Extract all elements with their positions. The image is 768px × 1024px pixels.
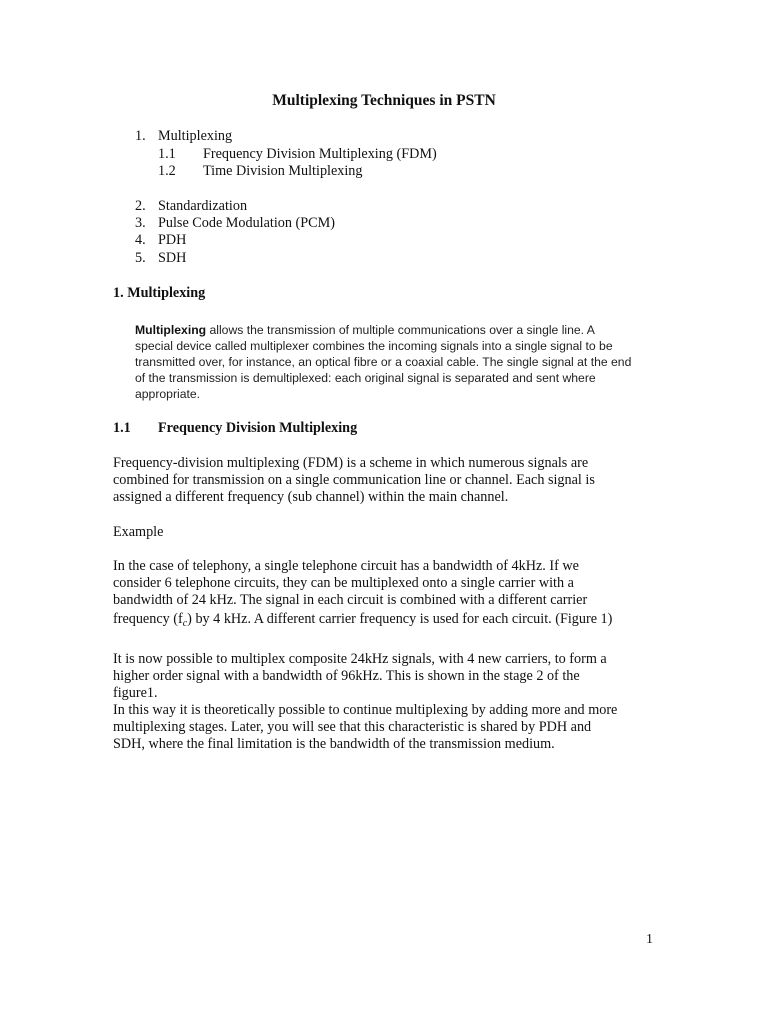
paragraph-line: SDH, where the final limitation is the bandwidth of the transmission medium. <box>113 736 555 752</box>
toc-item <box>0 198 768 215</box>
paragraph-line: In the case of telephony, a single telephone circuit has a bandwidth of 4kHz. If we <box>113 558 579 574</box>
paragraph-line: figure1. <box>113 685 158 701</box>
line-text: ) by 4 kHz. A different carrier frequency is used for each circuit. (Figure 1) <box>187 611 613 627</box>
toc-subtext: Time Division Multiplexing <box>203 163 363 179</box>
toc-subitem <box>0 163 768 180</box>
paragraph-line: higher order signal with a bandwidth of 96kHz. This is shown in the stage 2 of the <box>113 668 580 684</box>
toc-subnumber: 1.2 <box>158 163 176 179</box>
multiplexing-paragraph <box>135 322 635 402</box>
toc-subnumber: 1.1 <box>158 146 176 162</box>
paragraph-line: appropriate. <box>135 387 201 401</box>
paragraph-line: bandwidth of 24 kHz. The signal in each circuit is combined with a different carrier <box>113 592 588 608</box>
paragraph-line: Frequency-division multiplexing (FDM) is a scheme in which numerous signals are <box>113 455 589 471</box>
paragraph-line: consider 6 telephone circuits, they can be multiplexed onto a single carrier with a <box>113 575 574 591</box>
subscript: c <box>182 618 188 629</box>
page-title: Multiplexing Techniques in PSTN <box>272 92 496 109</box>
toc-number: 5. <box>135 250 146 266</box>
paragraph-line <box>113 611 653 632</box>
paragraph-line: multiplexing stages. Later, you will see that this characteristic is shared by PDH and <box>113 719 592 735</box>
fdm-definition-paragraph <box>113 455 653 506</box>
line-text: frequency (f <box>113 611 183 627</box>
toc-text: PDH <box>158 232 187 248</box>
paragraph-line: transmitted over, for instance, an optical fibre or a coaxial cable. The single signal at the end <box>135 355 632 369</box>
bold-term: Multiplexing <box>135 323 207 337</box>
subsection-number: 1.1 <box>113 420 131 436</box>
paragraph-line: assigned a different frequency (sub channel) within the main channel. <box>113 489 509 505</box>
multiplexing-stages-paragraph <box>113 651 653 753</box>
toc-text: Standardization <box>158 198 248 214</box>
page-number: 1 <box>646 932 653 947</box>
line-text: allows the transmission of multiple communications over a single line. A <box>206 323 595 337</box>
paragraph-line <box>135 322 635 338</box>
paragraph-line: special device called multiplexer combines the incoming signals into a single signal to be <box>135 339 613 353</box>
paragraph-line: It is now possible to multiplex composite 24kHz signals, with 4 new carriers, to form a <box>113 651 607 667</box>
example-label: Example <box>113 524 164 540</box>
toc-item <box>0 215 768 232</box>
paragraph-line: of the transmission is demultiplexed: each original signal is separated and sent where <box>135 371 596 385</box>
toc-text: Pulse Code Modulation (PCM) <box>158 215 335 231</box>
toc-number: 4. <box>135 232 146 248</box>
toc-number: 1. <box>135 128 146 144</box>
toc-subitem <box>0 146 768 163</box>
paragraph-line: In this way it is theoretically possible to continue multiplexing by adding more and more <box>113 702 618 718</box>
subsection-heading: Frequency Division Multiplexing <box>158 420 358 436</box>
toc-item <box>0 232 768 249</box>
toc-item <box>0 250 768 267</box>
toc-number: 3. <box>135 215 146 231</box>
toc-item <box>0 128 768 145</box>
toc-text: SDH <box>158 250 187 266</box>
toc-number: 2. <box>135 198 146 214</box>
telephony-paragraph <box>113 558 653 632</box>
toc-subtext: Frequency Division Multiplexing (FDM) <box>203 146 437 162</box>
toc-text: Multiplexing <box>158 128 233 144</box>
section-heading: 1. Multiplexing <box>113 285 206 301</box>
paragraph-line: combined for transmission on a single communication line or channel. Each signal is <box>113 472 595 488</box>
